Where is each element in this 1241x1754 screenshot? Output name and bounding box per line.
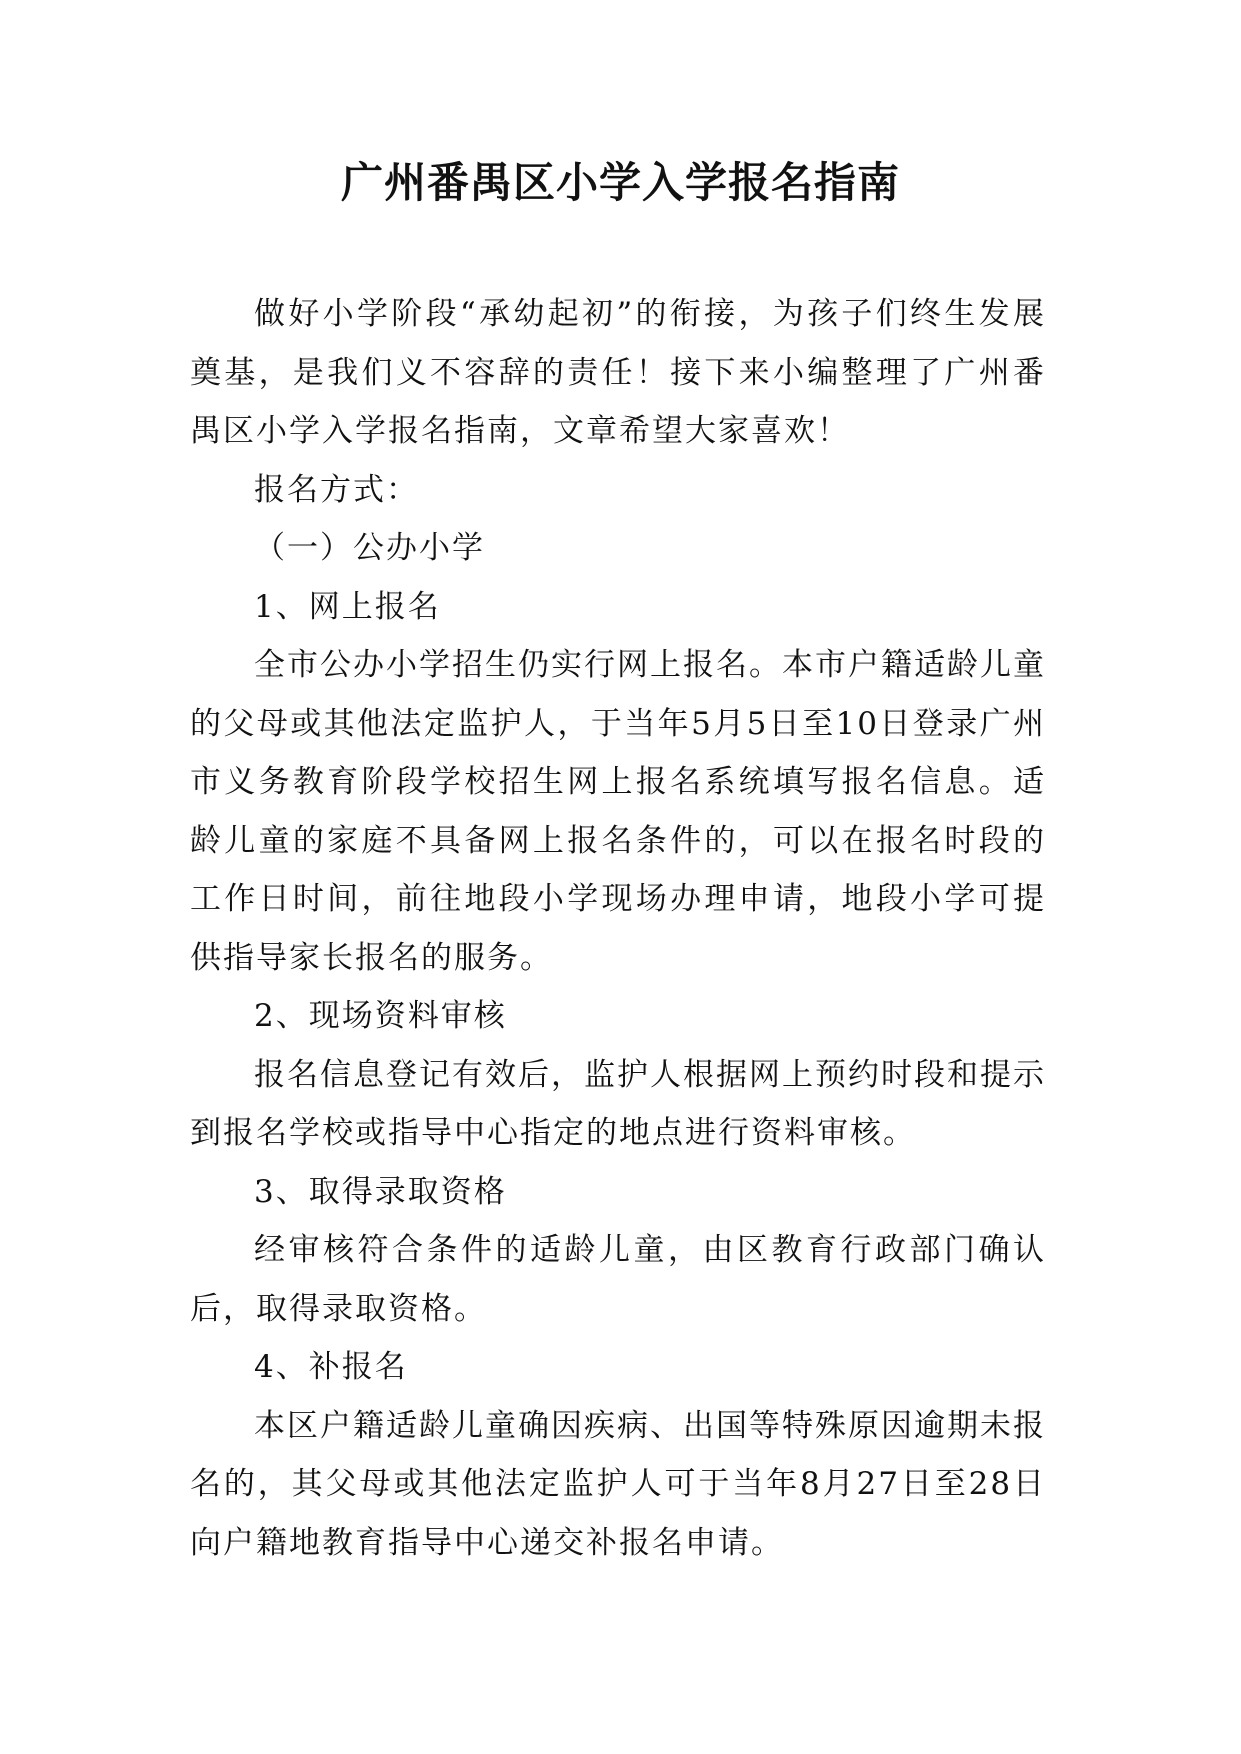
online-registration-paragraph: 全市公办小学招生仍实行网上报名。本市户籍适龄儿童的父母或其他法定监护人，于当年5月5日至10日登录广州市义务教育阶段学校招生网上报名系统填写报名信息。适龄儿童的家庭不具备网上报名条件的，可以在报名时段的工作日时间，前往地段小学现场办理申请，地段小学可提供指导家长报名的服务。 [190,647,1046,976]
subsection-heading-public-school: （一）公办小学 [254,530,485,566]
onsite-review-paragraph: 报名信息登记有效后，监护人根据网上预约时段和提示到报名学校或指导中心指定的地点进行资料审核。 [190,1056,1046,1151]
document-title: 广州番禺区小学入学报名指南 [340,158,900,207]
item-heading-admission-qualification: 3、取得录取资格 [254,1173,507,1210]
item-heading-onsite-review: 2、现场资料审核 [254,998,507,1034]
item-heading-online-registration: 1、网上报名 [254,588,441,625]
section-heading-registration-method: 报名方式： [254,471,419,508]
item-heading-late-registration: 4、补报名 [254,1349,408,1385]
late-registration-paragraph: 本区户籍适龄儿童确因疾病、出国等特殊原因逾期未报名的，其父母或其他法定监护人可于当年8月27日至28日向户籍地教育指导中心递交补报名申请。 [190,1407,1046,1561]
document-body [190,285,1046,1572]
intro-paragraph: 做好小学阶段“承幼起初”的衔接，为孩子们终生发展奠基，是我们义不容辞的责任！接下来小编整理了广州番禺区小学入学报名指南，文章希望大家喜欢！ [190,296,1046,449]
admission-qualification-paragraph: 经审核符合条件的适龄儿童，由区教育行政部门确认后，取得录取资格。 [190,1232,1046,1327]
